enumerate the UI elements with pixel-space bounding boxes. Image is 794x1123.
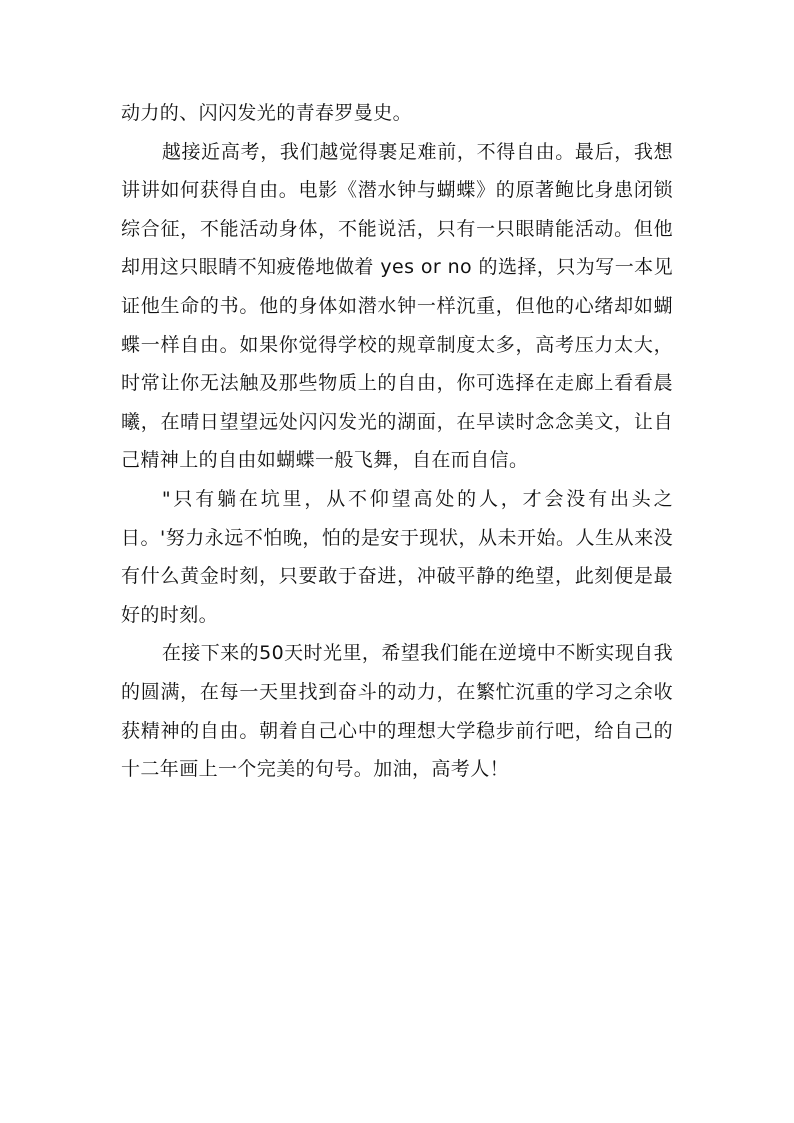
document-body [121, 94, 673, 789]
paragraph-closing: 在接下来的50天时光里，希望我们能在逆境中不断实现自我的圆满，在每一天里找到奋斗的动力，在繁忙沉重的学习之余收获精神的自由。朝着自己心中的理想大学稳步前行吧，给自己的十二年画上一个完美的句号。加油，高考人！ [121, 642, 673, 781]
paragraph-freedom: 越接近高考，我们越觉得裹足难前，不得自由。最后，我想讲讲如何获得自由。电影《潜水钟与蝴蝶》的原著鲍比身患闭锁综合征，不能活动身体，不能说活，只有一只眼睛能活动。但他却用这只眼睛不知疲倦地做着 yes or no 的选择，只为写一本见证他生命的书。他的身体如潜水钟一样沉重，但他的心绪却如蝴蝶一样自由。如果你觉得学校的规章制度太多，高考压力太大，时常让你无法触及那些物质上的自由，你可选择在走廊上看看晨曦，在晴日望望远处闪闪发光的湖面，在早读时念念美文，让自己精神上的自由如蝴蝶一般飞舞，自在而自信。 [121, 140, 673, 472]
paragraph-continuation: 动力的、闪闪发光的青春罗曼史。 [121, 102, 413, 124]
paragraph-quote: "只有躺在坑里，从不仰望高处的人，才会没有出头之日。'努力永远不怕晚，怕的是安于现状，从未开始。人生从来没有什么黄金时刻，只要敢于奋进，冲破平静的绝望，此刻便是最好的时刻。 [121, 487, 673, 626]
